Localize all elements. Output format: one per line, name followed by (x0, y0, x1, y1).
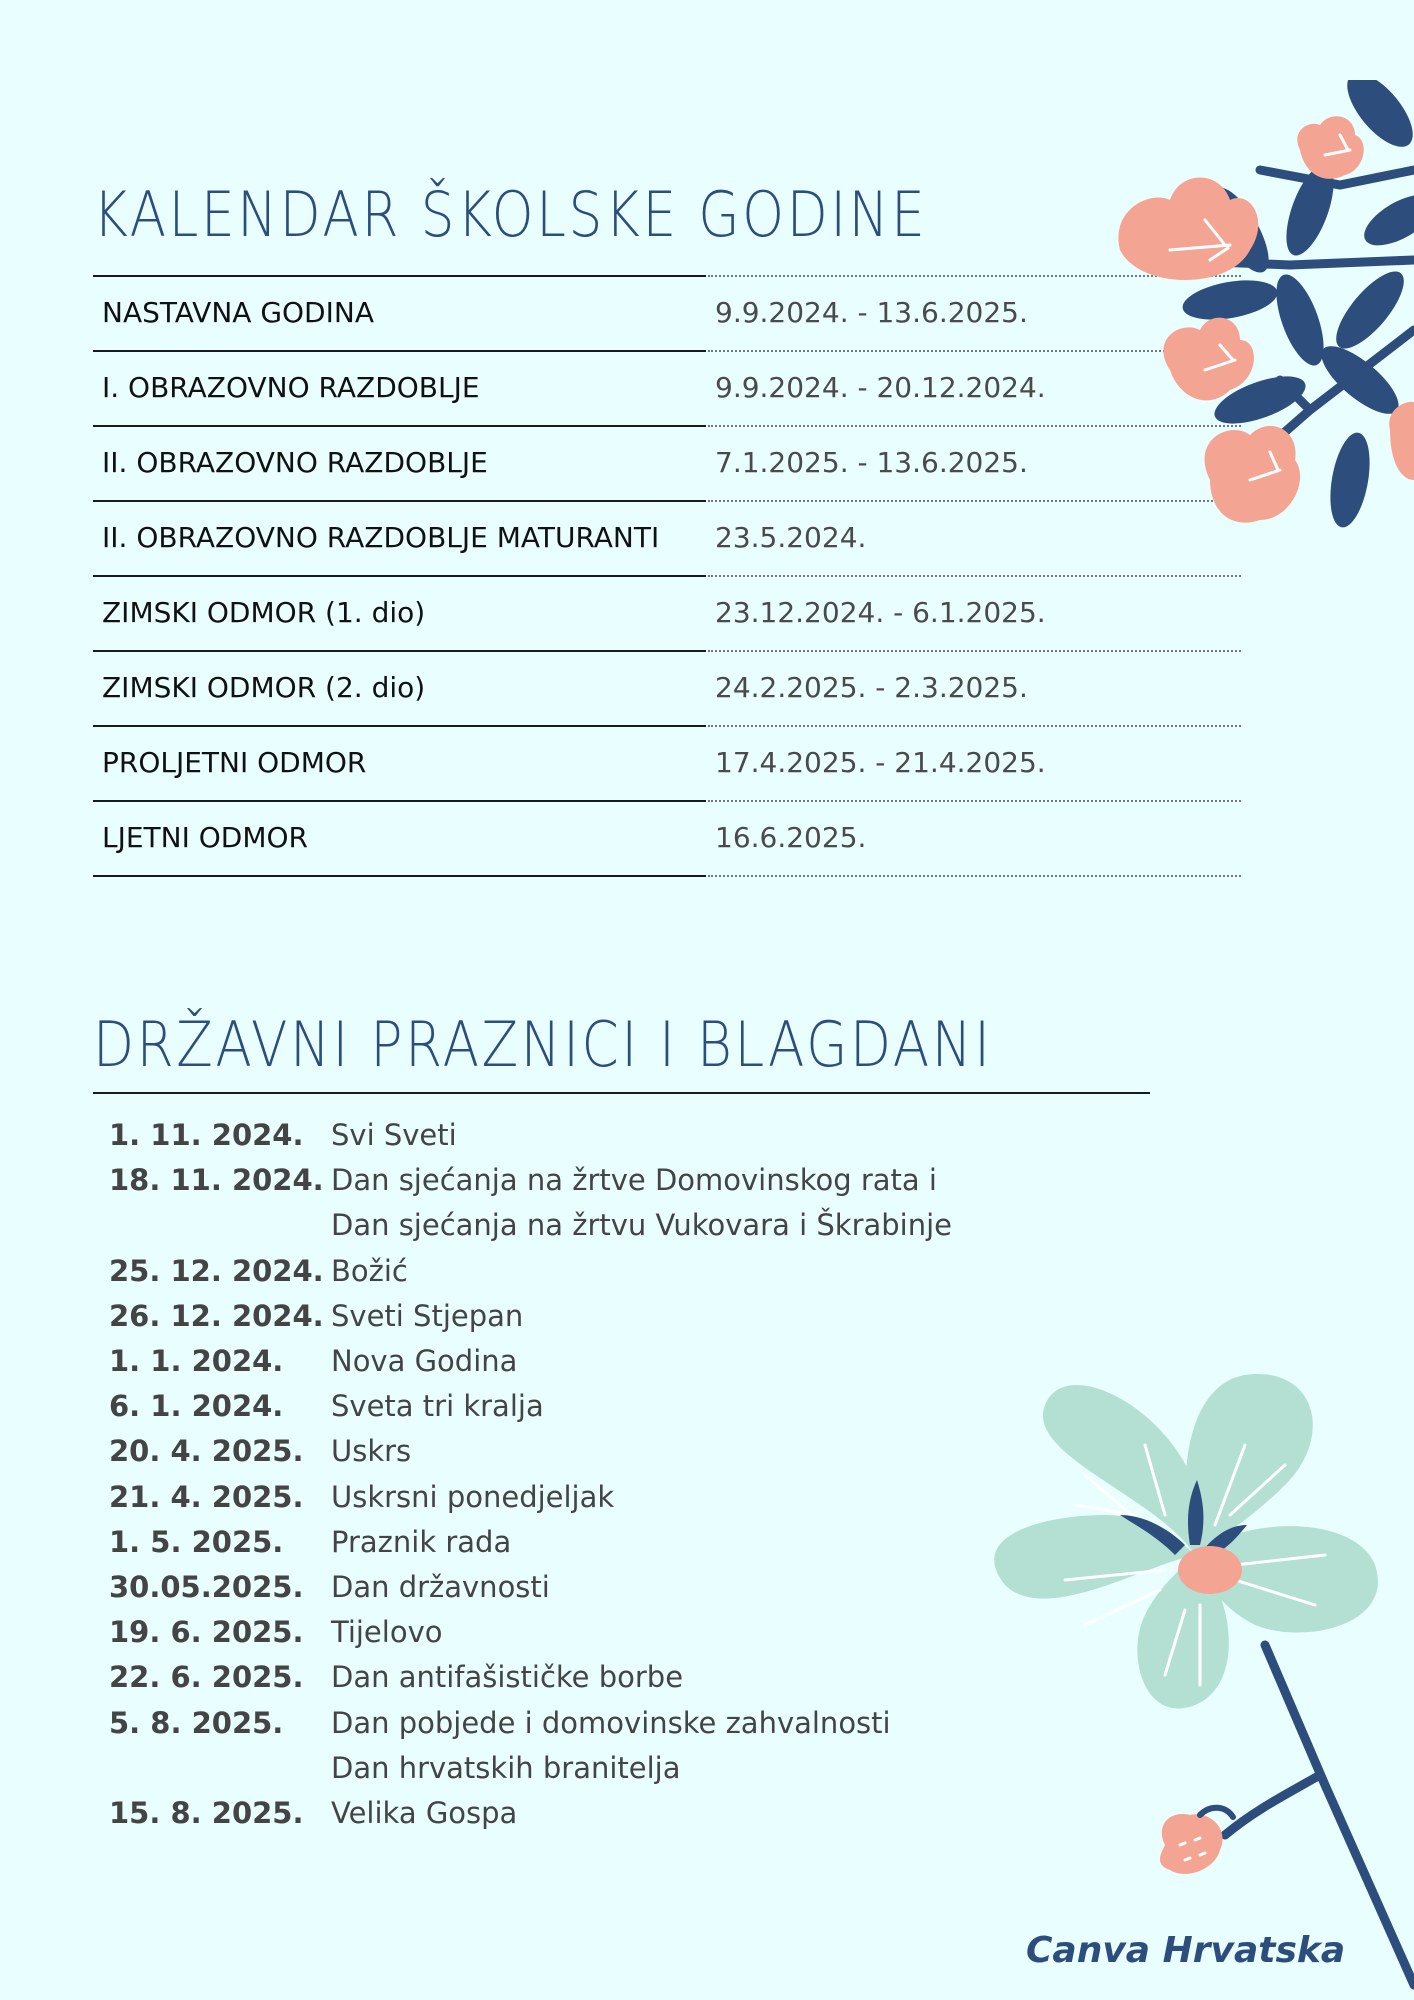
calendar-row (93, 800, 1241, 875)
calendar-row (93, 350, 1241, 425)
table-rule (93, 875, 706, 877)
calendar-row-value: 9.9.2024. - 13.6.2025. (715, 296, 1028, 329)
calendar-row-value: 23.12.2024. - 6.1.2025. (715, 596, 1046, 629)
holidays-title-rule (93, 1092, 1150, 1094)
holiday-date: 20. 4. 2025. (109, 1434, 304, 1469)
holiday-date: 21. 4. 2025. (109, 1479, 304, 1514)
holiday-date: 1. 5. 2025. (109, 1524, 284, 1559)
holidays-title: DRŽAVNI PRAZNICI I BLAGDANI (93, 1008, 993, 1081)
holiday-date: 15. 8. 2025. (109, 1796, 304, 1830)
holiday-name: Dan antifašističke borbe (331, 1660, 684, 1695)
holiday-name: Dan državnosti (331, 1570, 550, 1604)
calendar-row-label: NASTAVNA GODINA (102, 296, 374, 329)
calendar-row-label: II. OBRAZOVNO RAZDOBLJE MATURANTI (102, 521, 660, 554)
holiday-name: Nova Godina (331, 1344, 518, 1378)
calendar-row-label: LJETNI ODMOR (102, 821, 309, 854)
calendar-row-label: PROLJETNI ODMOR (102, 746, 367, 779)
calendar-row (93, 275, 1241, 350)
holiday-name: Dan sjećanja na žrtvu Vukovara i Škrabinje (331, 1208, 953, 1243)
holiday-name: Tijelovo (331, 1615, 443, 1650)
calendar-row-label: I. OBRAZOVNO RAZDOBLJE (102, 371, 480, 404)
calendar-row-value: 23.5.2024. (715, 521, 867, 554)
holiday-name: Sveti Stjepan (331, 1298, 524, 1333)
brand-logo-text: Canva Hrvatska (1026, 1930, 1346, 1971)
calendar-row-value: 24.2.2025. - 2.3.2025. (715, 671, 1028, 704)
holiday-name: Božić (331, 1253, 408, 1288)
holiday-name: Dan pobjede i domovinske zahvalnosti (331, 1705, 891, 1740)
holiday-name: Dan sjećanja na žrtve Domovinskog rata i (331, 1163, 937, 1198)
holiday-name: Svi Sveti (331, 1118, 457, 1152)
calendar-row (93, 725, 1241, 800)
calendar-row (93, 575, 1241, 650)
calendar-row-label: II. OBRAZOVNO RAZDOBLJE (102, 446, 488, 479)
calendar-row-value: 16.6.2025. (715, 821, 867, 854)
table-rule-dotted (708, 875, 1241, 877)
holiday-date: 1. 11. 2024. (109, 1118, 304, 1152)
holiday-date: 5. 8. 2025. (109, 1705, 284, 1740)
calendar-row-label: ZIMSKI ODMOR (1. dio) (102, 596, 426, 629)
holiday-name: Uskrsni ponedjeljak (331, 1479, 615, 1514)
calendar-row-value: 9.9.2024. - 20.12.2024. (715, 371, 1046, 404)
holiday-date: 6. 1. 2024. (109, 1389, 284, 1424)
floral-branch-illustration (1110, 80, 1414, 570)
calendar-row (93, 500, 1241, 575)
holiday-date: 18. 11. 2024. (109, 1163, 324, 1198)
calendar-row-label: ZIMSKI ODMOR (2. dio) (102, 671, 426, 704)
mint-flower-illustration (985, 1365, 1414, 2000)
holiday-date: 22. 6. 2025. (109, 1660, 304, 1695)
holiday-date: 1. 1. 2024. (109, 1344, 284, 1378)
calendar-row-value: 7.1.2025. - 13.6.2025. (715, 446, 1028, 479)
holiday-name: Sveta tri kralja (331, 1389, 544, 1424)
holiday-date: 26. 12. 2024. (109, 1298, 324, 1333)
holiday-date: 19. 6. 2025. (109, 1615, 304, 1650)
holiday-name: Velika Gospa (331, 1796, 518, 1830)
calendar-title: KALENDAR ŠKOLSKE GODINE (93, 178, 928, 251)
holiday-name: Uskrs (331, 1434, 412, 1469)
holiday-name: Praznik rada (331, 1524, 512, 1559)
calendar-row (93, 650, 1241, 725)
holiday-date: 25. 12. 2024. (109, 1253, 324, 1288)
calendar-row-value: 17.4.2025. - 21.4.2025. (715, 746, 1046, 779)
holiday-date: 30.05.2025. (109, 1570, 304, 1604)
calendar-row (93, 425, 1241, 500)
holiday-name: Dan hrvatskih branitelja (331, 1750, 681, 1785)
